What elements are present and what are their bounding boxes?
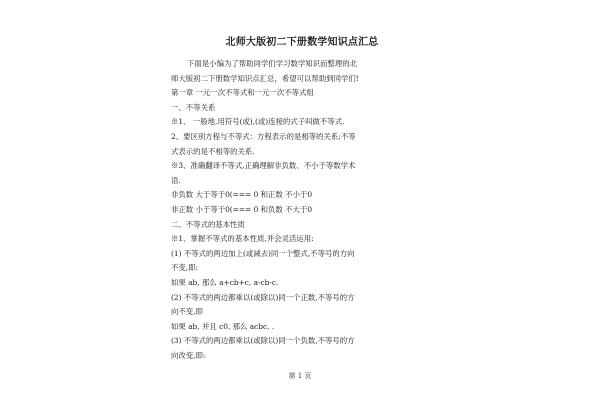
text-line: 向不变,即 <box>171 307 203 317</box>
section-heading-2: 二、不等式的基本性质 <box>171 219 245 229</box>
text-line: 如果 ab, 并且 c0, 那么 acbc, . <box>171 321 275 331</box>
text-line: 语. <box>171 175 181 185</box>
document-title: 北师大版初二下册数学知识点汇总 <box>225 37 379 48</box>
section-heading-1: 一、不等关系 <box>171 102 216 112</box>
text-line: 非正数 小于等于0(=== 0 和负数 不大于0 <box>171 204 313 214</box>
text-line: 如果 ab, 那么 a+cb+c, a-cb-c. <box>171 277 279 287</box>
text-line: 向改变,即: <box>171 350 206 360</box>
intro-line-1: 下面是小编为了帮助同学们学习数学知识而整理的北 <box>187 59 357 68</box>
text-line: (2) 不等式的两边都乘以(或除以)同一个正数,不等号的方 <box>171 292 355 302</box>
text-line: 非负数 大于等于0(=== 0 和正数 不小于0 <box>171 190 313 200</box>
page-number: 第 1 页 <box>288 372 312 380</box>
chapter-heading: 第一章 一元一次不等式和一元一次不等式组 <box>171 88 314 98</box>
text-line: ※1、 一般地,用符号(或),(或)连接的式子叫做不等式. <box>171 117 345 127</box>
document-body <box>171 33 433 363</box>
text-line: 不变,即: <box>171 263 199 273</box>
text-line: 2、要区别方程与不等式：方程表示的是相等的关系;不等 <box>171 131 356 141</box>
text-line: (3) 不等式的两边都乘以(或除以)同一个负数,不等号的方 <box>171 336 355 346</box>
text-line: ※1、掌握不等式的基本性质,并会灵活运用: <box>171 234 314 244</box>
intro-line-2: 师大版初二下册数学知识点汇总，希望可以帮助到同学们! <box>171 73 359 83</box>
text-line: 式表示的是不相等的关系. <box>171 146 255 156</box>
text-line: ※3、准确翻译不等式,正确理解非负数、不小于等数学术 <box>171 161 356 171</box>
text-line: (1) 不等式的两边加上(或减去)同一个整式,不等号的方向 <box>171 248 355 258</box>
